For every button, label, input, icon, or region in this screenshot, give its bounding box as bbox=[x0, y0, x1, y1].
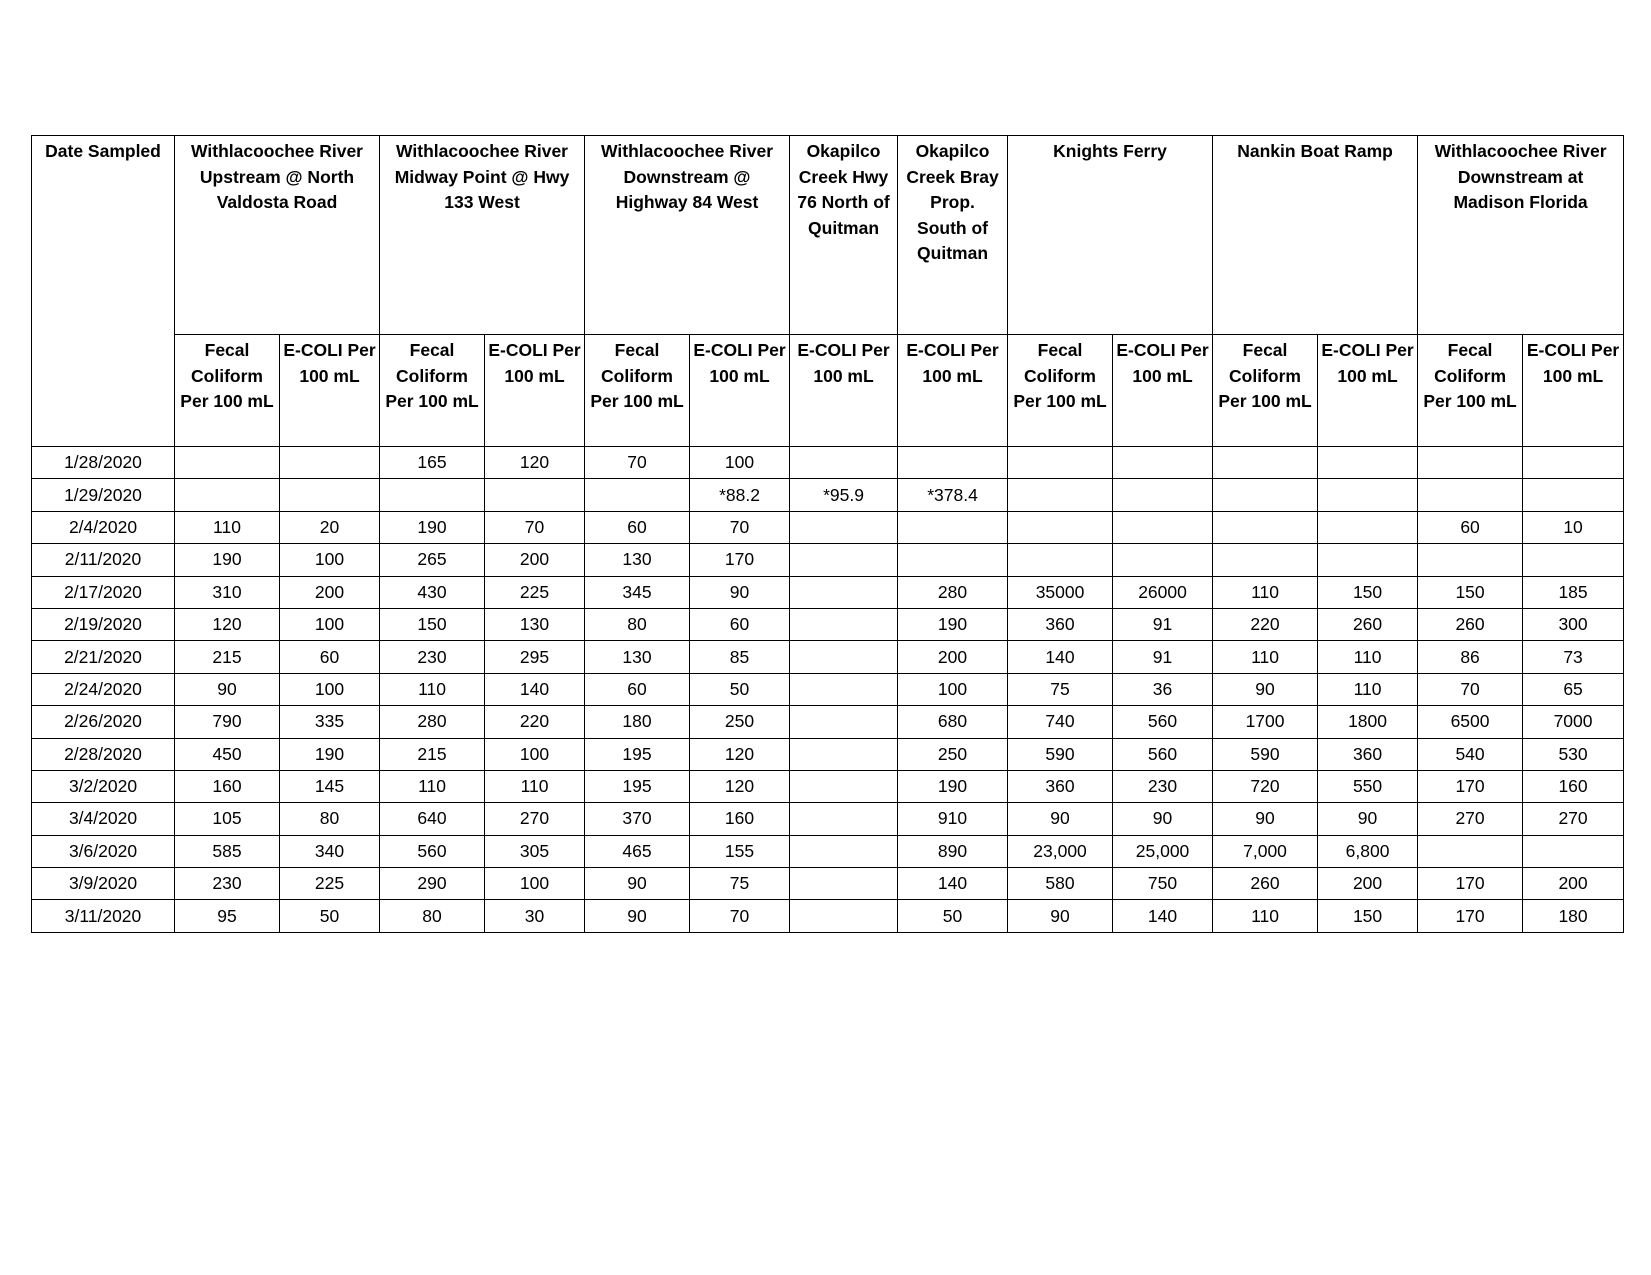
value-cell: 36 bbox=[1113, 673, 1213, 705]
table-row bbox=[32, 706, 1624, 738]
table-row bbox=[32, 641, 1624, 673]
value-cell bbox=[1318, 511, 1418, 543]
value-cell: 100 bbox=[485, 868, 585, 900]
measure-header: Fecal Coliform Per 100 mL bbox=[1008, 335, 1113, 447]
value-cell: 150 bbox=[1318, 576, 1418, 608]
date-cell: 3/9/2020 bbox=[32, 868, 175, 900]
value-cell bbox=[1213, 479, 1318, 511]
value-cell: 150 bbox=[1418, 576, 1523, 608]
value-cell: 590 bbox=[1213, 738, 1318, 770]
value-cell: 290 bbox=[380, 868, 485, 900]
value-cell: 195 bbox=[585, 738, 690, 770]
value-cell: 120 bbox=[485, 447, 585, 479]
value-cell: 360 bbox=[1008, 770, 1113, 802]
value-cell: 110 bbox=[1213, 900, 1318, 932]
value-cell: 215 bbox=[175, 641, 280, 673]
value-cell: 60 bbox=[1418, 511, 1523, 543]
value-cell bbox=[1418, 479, 1523, 511]
value-cell: 130 bbox=[585, 641, 690, 673]
value-cell: 560 bbox=[1113, 706, 1213, 738]
value-cell: 260 bbox=[1418, 608, 1523, 640]
value-cell: 340 bbox=[280, 835, 380, 867]
value-cell bbox=[280, 479, 380, 511]
value-cell: 260 bbox=[1318, 608, 1418, 640]
value-cell: 35000 bbox=[1008, 576, 1113, 608]
value-cell: 80 bbox=[380, 900, 485, 932]
value-cell bbox=[790, 511, 898, 543]
value-cell: 200 bbox=[1318, 868, 1418, 900]
value-cell bbox=[1318, 447, 1418, 479]
value-cell: 360 bbox=[1318, 738, 1418, 770]
table-row bbox=[32, 868, 1624, 900]
value-cell: 750 bbox=[1113, 868, 1213, 900]
value-cell: 50 bbox=[280, 900, 380, 932]
value-cell: 270 bbox=[485, 803, 585, 835]
value-cell: 190 bbox=[175, 544, 280, 576]
date-cell: 2/26/2020 bbox=[32, 706, 175, 738]
value-cell: 70 bbox=[585, 447, 690, 479]
value-cell: *95.9 bbox=[790, 479, 898, 511]
value-cell bbox=[790, 608, 898, 640]
value-cell: 90 bbox=[1008, 900, 1113, 932]
value-cell bbox=[1213, 544, 1318, 576]
value-cell bbox=[790, 803, 898, 835]
value-cell: 70 bbox=[485, 511, 585, 543]
measure-header: E-COLI Per 100 mL bbox=[280, 335, 380, 447]
table-body bbox=[32, 447, 1624, 933]
value-cell: 6,800 bbox=[1318, 835, 1418, 867]
value-cell bbox=[1318, 544, 1418, 576]
value-cell bbox=[1418, 544, 1523, 576]
value-cell: 90 bbox=[1008, 803, 1113, 835]
value-cell bbox=[1523, 447, 1624, 479]
value-cell: 160 bbox=[690, 803, 790, 835]
value-cell: 230 bbox=[175, 868, 280, 900]
value-cell bbox=[790, 900, 898, 932]
value-cell: 90 bbox=[690, 576, 790, 608]
date-cell: 1/28/2020 bbox=[32, 447, 175, 479]
value-cell bbox=[1113, 447, 1213, 479]
value-cell: 145 bbox=[280, 770, 380, 802]
measure-header: E-COLI Per 100 mL bbox=[1113, 335, 1213, 447]
value-cell: 165 bbox=[380, 447, 485, 479]
table-row bbox=[32, 738, 1624, 770]
table-row bbox=[32, 900, 1624, 932]
value-cell: 60 bbox=[585, 673, 690, 705]
date-cell: 2/4/2020 bbox=[32, 511, 175, 543]
measure-header: Fecal Coliform Per 100 mL bbox=[175, 335, 280, 447]
value-cell: 100 bbox=[690, 447, 790, 479]
value-cell: 580 bbox=[1008, 868, 1113, 900]
table-row bbox=[32, 544, 1624, 576]
measure-header: Fecal Coliform Per 100 mL bbox=[1418, 335, 1523, 447]
value-cell: 295 bbox=[485, 641, 585, 673]
value-cell: 200 bbox=[280, 576, 380, 608]
value-cell: 60 bbox=[690, 608, 790, 640]
value-cell: 86 bbox=[1418, 641, 1523, 673]
site-name: Okapilco Creek Hwy 76 North of Quitman bbox=[797, 141, 890, 238]
value-cell: 80 bbox=[585, 608, 690, 640]
value-cell bbox=[1523, 835, 1624, 867]
value-cell: 360 bbox=[1008, 608, 1113, 640]
value-cell bbox=[790, 641, 898, 673]
value-cell: 140 bbox=[485, 673, 585, 705]
value-cell: 90 bbox=[1213, 673, 1318, 705]
value-cell: 85 bbox=[690, 641, 790, 673]
value-cell: 50 bbox=[898, 900, 1008, 932]
date-cell: 2/28/2020 bbox=[32, 738, 175, 770]
site-header-upstream-north-valdosta bbox=[175, 136, 380, 335]
value-cell: 910 bbox=[898, 803, 1008, 835]
value-cell: 180 bbox=[585, 706, 690, 738]
value-cell bbox=[1113, 479, 1213, 511]
table-header bbox=[32, 136, 1624, 447]
date-cell: 1/29/2020 bbox=[32, 479, 175, 511]
value-cell: 75 bbox=[1008, 673, 1113, 705]
water-quality-table bbox=[31, 135, 1624, 933]
value-cell bbox=[175, 447, 280, 479]
value-cell: 130 bbox=[485, 608, 585, 640]
value-cell bbox=[1318, 479, 1418, 511]
value-cell bbox=[1523, 544, 1624, 576]
value-cell: 20 bbox=[280, 511, 380, 543]
site-header-midway-hwy-133 bbox=[380, 136, 585, 335]
site-header-nankin-boat-ramp bbox=[1213, 136, 1418, 335]
value-cell bbox=[790, 738, 898, 770]
date-sampled-header: Date Sampled bbox=[32, 136, 175, 447]
value-cell bbox=[790, 544, 898, 576]
site-header-downstream-hwy-84 bbox=[585, 136, 790, 335]
date-cell: 2/19/2020 bbox=[32, 608, 175, 640]
value-cell: 90 bbox=[175, 673, 280, 705]
value-cell: 185 bbox=[1523, 576, 1624, 608]
value-cell: 195 bbox=[585, 770, 690, 802]
value-cell: 160 bbox=[1523, 770, 1624, 802]
value-cell bbox=[1008, 479, 1113, 511]
value-cell: 260 bbox=[1213, 868, 1318, 900]
value-cell: 170 bbox=[1418, 900, 1523, 932]
value-cell: 170 bbox=[1418, 868, 1523, 900]
site-name: Withlacoochee River Downstream @ Highway 84 West bbox=[601, 141, 774, 212]
measure-header-row bbox=[32, 335, 1624, 447]
value-cell: 300 bbox=[1523, 608, 1624, 640]
value-cell: 450 bbox=[175, 738, 280, 770]
value-cell: 100 bbox=[485, 738, 585, 770]
measure-header: E-COLI Per 100 mL bbox=[1523, 335, 1624, 447]
date-cell: 2/11/2020 bbox=[32, 544, 175, 576]
site-header-madison-florida bbox=[1418, 136, 1624, 335]
value-cell: 120 bbox=[175, 608, 280, 640]
value-cell: 30 bbox=[485, 900, 585, 932]
value-cell: 91 bbox=[1113, 608, 1213, 640]
value-cell: 100 bbox=[280, 673, 380, 705]
value-cell: 90 bbox=[1213, 803, 1318, 835]
value-cell: 120 bbox=[690, 738, 790, 770]
value-cell: 155 bbox=[690, 835, 790, 867]
value-cell bbox=[585, 479, 690, 511]
site-header-knights-ferry bbox=[1008, 136, 1213, 335]
value-cell: 1700 bbox=[1213, 706, 1318, 738]
value-cell: 90 bbox=[585, 900, 690, 932]
value-cell: 110 bbox=[1318, 673, 1418, 705]
value-cell: 140 bbox=[1113, 900, 1213, 932]
value-cell bbox=[790, 835, 898, 867]
value-cell bbox=[790, 706, 898, 738]
value-cell: 280 bbox=[380, 706, 485, 738]
value-cell: 110 bbox=[175, 511, 280, 543]
value-cell: 91 bbox=[1113, 641, 1213, 673]
value-cell bbox=[1213, 511, 1318, 543]
value-cell: 270 bbox=[1418, 803, 1523, 835]
value-cell bbox=[1113, 544, 1213, 576]
value-cell: 530 bbox=[1523, 738, 1624, 770]
value-cell: 105 bbox=[175, 803, 280, 835]
value-cell: 110 bbox=[485, 770, 585, 802]
value-cell: 190 bbox=[898, 770, 1008, 802]
value-cell: 890 bbox=[898, 835, 1008, 867]
value-cell bbox=[1008, 447, 1113, 479]
value-cell bbox=[898, 447, 1008, 479]
site-name: Nankin Boat Ramp bbox=[1237, 141, 1393, 161]
value-cell: 225 bbox=[485, 576, 585, 608]
value-cell bbox=[1213, 447, 1318, 479]
value-cell bbox=[1008, 544, 1113, 576]
value-cell: 90 bbox=[585, 868, 690, 900]
site-name: Okapilco Creek Bray Prop. South of Quitman bbox=[906, 141, 999, 263]
value-cell: 50 bbox=[690, 673, 790, 705]
value-cell: 305 bbox=[485, 835, 585, 867]
value-cell: 150 bbox=[380, 608, 485, 640]
value-cell: 560 bbox=[1113, 738, 1213, 770]
value-cell: 110 bbox=[1318, 641, 1418, 673]
table-row bbox=[32, 511, 1624, 543]
table-row bbox=[32, 770, 1624, 802]
value-cell: 73 bbox=[1523, 641, 1624, 673]
value-cell: 25,000 bbox=[1113, 835, 1213, 867]
value-cell bbox=[1418, 447, 1523, 479]
value-cell: 150 bbox=[1318, 900, 1418, 932]
date-cell: 2/17/2020 bbox=[32, 576, 175, 608]
value-cell: 280 bbox=[898, 576, 1008, 608]
value-cell bbox=[1418, 835, 1523, 867]
value-cell: 110 bbox=[1213, 576, 1318, 608]
value-cell: 560 bbox=[380, 835, 485, 867]
site-header-okapilco-hwy-76 bbox=[790, 136, 898, 335]
table-row bbox=[32, 447, 1624, 479]
value-cell: 140 bbox=[898, 868, 1008, 900]
value-cell: 100 bbox=[280, 544, 380, 576]
value-cell bbox=[1113, 511, 1213, 543]
value-cell: 170 bbox=[1418, 770, 1523, 802]
table-row bbox=[32, 608, 1624, 640]
value-cell: 230 bbox=[380, 641, 485, 673]
value-cell: 26000 bbox=[1113, 576, 1213, 608]
value-cell bbox=[898, 544, 1008, 576]
value-cell: *88.2 bbox=[690, 479, 790, 511]
value-cell: 640 bbox=[380, 803, 485, 835]
value-cell: 680 bbox=[898, 706, 1008, 738]
value-cell bbox=[790, 576, 898, 608]
measure-header: E-COLI Per 100 mL bbox=[485, 335, 585, 447]
value-cell: 90 bbox=[1113, 803, 1213, 835]
date-cell: 3/4/2020 bbox=[32, 803, 175, 835]
value-cell bbox=[898, 511, 1008, 543]
value-cell: 90 bbox=[1318, 803, 1418, 835]
value-cell: 160 bbox=[175, 770, 280, 802]
value-cell: 345 bbox=[585, 576, 690, 608]
value-cell: 310 bbox=[175, 576, 280, 608]
date-cell: 3/6/2020 bbox=[32, 835, 175, 867]
value-cell bbox=[1008, 511, 1113, 543]
value-cell: 23,000 bbox=[1008, 835, 1113, 867]
site-name: Withlacoochee River Downstream at Madison Florida bbox=[1434, 141, 1607, 212]
value-cell: 110 bbox=[1213, 641, 1318, 673]
date-cell: 3/2/2020 bbox=[32, 770, 175, 802]
value-cell: 70 bbox=[1418, 673, 1523, 705]
value-cell: 270 bbox=[1523, 803, 1624, 835]
value-cell: 120 bbox=[690, 770, 790, 802]
value-cell: 65 bbox=[1523, 673, 1624, 705]
value-cell: 100 bbox=[280, 608, 380, 640]
measure-header: Fecal Coliform Per 100 mL bbox=[585, 335, 690, 447]
value-cell: 590 bbox=[1008, 738, 1113, 770]
value-cell: 740 bbox=[1008, 706, 1113, 738]
value-cell: 110 bbox=[380, 770, 485, 802]
value-cell: 110 bbox=[380, 673, 485, 705]
value-cell: 100 bbox=[898, 673, 1008, 705]
value-cell: 585 bbox=[175, 835, 280, 867]
value-cell: 190 bbox=[380, 511, 485, 543]
value-cell: 170 bbox=[690, 544, 790, 576]
value-cell: 430 bbox=[380, 576, 485, 608]
value-cell: 540 bbox=[1418, 738, 1523, 770]
measure-header: Fecal Coliform Per 100 mL bbox=[1213, 335, 1318, 447]
value-cell: 180 bbox=[1523, 900, 1624, 932]
value-cell: 7,000 bbox=[1213, 835, 1318, 867]
value-cell: 200 bbox=[1523, 868, 1624, 900]
value-cell bbox=[380, 479, 485, 511]
value-cell: 220 bbox=[1213, 608, 1318, 640]
measure-header: Fecal Coliform Per 100 mL bbox=[380, 335, 485, 447]
value-cell: 80 bbox=[280, 803, 380, 835]
value-cell: 1800 bbox=[1318, 706, 1418, 738]
value-cell: 190 bbox=[280, 738, 380, 770]
value-cell bbox=[175, 479, 280, 511]
value-cell: 465 bbox=[585, 835, 690, 867]
value-cell: 60 bbox=[280, 641, 380, 673]
value-cell: 7000 bbox=[1523, 706, 1624, 738]
value-cell: 220 bbox=[485, 706, 585, 738]
value-cell: 70 bbox=[690, 511, 790, 543]
site-name: Withlacoochee River Midway Point @ Hwy 133 West bbox=[394, 141, 570, 212]
value-cell: 140 bbox=[1008, 641, 1113, 673]
value-cell bbox=[790, 673, 898, 705]
value-cell bbox=[790, 447, 898, 479]
value-cell: 335 bbox=[280, 706, 380, 738]
value-cell: 790 bbox=[175, 706, 280, 738]
value-cell: 10 bbox=[1523, 511, 1624, 543]
value-cell bbox=[790, 770, 898, 802]
value-cell: 200 bbox=[898, 641, 1008, 673]
date-cell: 3/11/2020 bbox=[32, 900, 175, 932]
value-cell: 200 bbox=[485, 544, 585, 576]
value-cell bbox=[790, 868, 898, 900]
value-cell: 370 bbox=[585, 803, 690, 835]
site-name: Withlacoochee River Upstream @ North Valdosta Road bbox=[191, 141, 363, 212]
measure-header: E-COLI Per 100 mL bbox=[790, 335, 898, 447]
measure-header: E-COLI Per 100 mL bbox=[1318, 335, 1418, 447]
value-cell: 215 bbox=[380, 738, 485, 770]
value-cell bbox=[280, 447, 380, 479]
value-cell: *378.4 bbox=[898, 479, 1008, 511]
value-cell: 265 bbox=[380, 544, 485, 576]
value-cell: 720 bbox=[1213, 770, 1318, 802]
value-cell: 250 bbox=[690, 706, 790, 738]
site-header-okapilco-bray bbox=[898, 136, 1008, 335]
date-cell: 2/24/2020 bbox=[32, 673, 175, 705]
table-row bbox=[32, 479, 1624, 511]
table-row bbox=[32, 835, 1624, 867]
value-cell: 250 bbox=[898, 738, 1008, 770]
value-cell: 60 bbox=[585, 511, 690, 543]
table-row bbox=[32, 673, 1624, 705]
measure-header: E-COLI Per 100 mL bbox=[898, 335, 1008, 447]
value-cell: 70 bbox=[690, 900, 790, 932]
table-row bbox=[32, 576, 1624, 608]
site-header-row bbox=[32, 136, 1624, 335]
value-cell: 6500 bbox=[1418, 706, 1523, 738]
value-cell: 550 bbox=[1318, 770, 1418, 802]
value-cell: 230 bbox=[1113, 770, 1213, 802]
value-cell bbox=[1523, 479, 1624, 511]
table-row bbox=[32, 803, 1624, 835]
date-cell: 2/21/2020 bbox=[32, 641, 175, 673]
value-cell: 95 bbox=[175, 900, 280, 932]
value-cell: 75 bbox=[690, 868, 790, 900]
value-cell bbox=[485, 479, 585, 511]
measure-header: E-COLI Per 100 mL bbox=[690, 335, 790, 447]
site-name: Knights Ferry bbox=[1053, 141, 1167, 161]
value-cell: 130 bbox=[585, 544, 690, 576]
value-cell: 190 bbox=[898, 608, 1008, 640]
value-cell: 225 bbox=[280, 868, 380, 900]
